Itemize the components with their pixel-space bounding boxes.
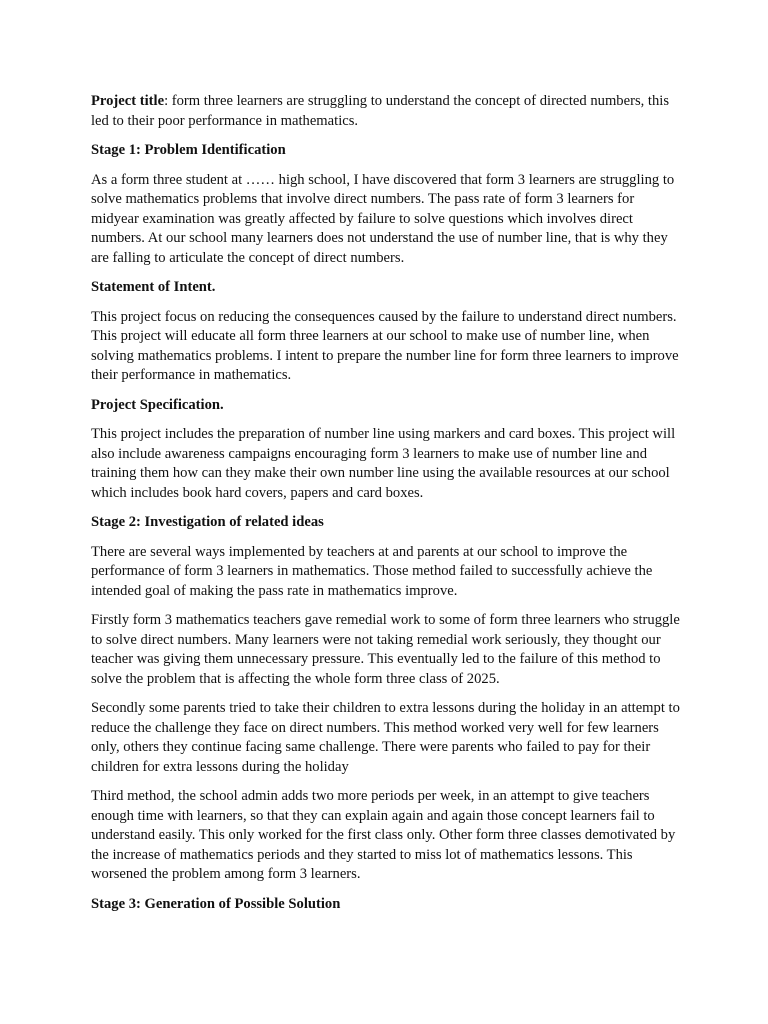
project-title-paragraph	[91, 92, 681, 131]
stage1-paragraph: As a form three student at …… high school, I have discovered that form 3 learners are struggling to solve mathematics problems that involve direct numbers. The pass rate of form 3 learners for midyear examination was greatly affected by failure to solve questions which involves direct numbers. At our school many learners does not understand the use of number line, that is why they are falling to articulate the concept of direct numbers.	[91, 171, 675, 266]
stage2-paragraph: Third method, the school admin adds two more periods per week, in an attempt to give teachers enough time with learners, so that they can explain again and again those concept learners fail to understand easily. This only worked for the first class only. Other form three classes demotivated by the increase of mathematics periods and they started to miss lot of mathematics lessons. This worsened the problem among form 3 learners.	[91, 788, 676, 882]
document-page	[91, 92, 681, 924]
specification-paragraph: This project includes the preparation of number line using markers and card boxes. This project will also include awareness campaigns encouraging form 3 learners to make use of number line and training them how can they make their own number line using the available resources at our school which includes book hard covers, papers and card boxes.	[91, 426, 676, 501]
stage3-heading: Stage 3: Generation of Possible Solution	[91, 895, 341, 912]
project-title-label: Project title	[91, 93, 165, 109]
stage2-paragraph: Firstly form 3 mathematics teachers gave remedial work to some of form three learners who struggle to solve direct numbers. Many learners were not taking remedial work seriously, they thought our teacher was giving them unnecessary pressure. This eventually led to the failure of this method to solve the problem that is affecting the whole form three class of 2025.	[91, 612, 680, 687]
stage2-paragraph: There are several ways implemented by teachers at and parents at our school to improve the performance of form 3 learners in mathematics. Those method failed to successfully achieve the intended goal of making the pass rate in mathematics improve.	[91, 543, 653, 599]
stage1-heading: Stage 1: Problem Identification	[91, 142, 286, 158]
intent-paragraph: This project focus on reducing the consequences caused by the failure to understand direct numbers. This project will educate all form three learners at our school to make use of number line, when solving mathematics problems. I intent to prepare the number line for form three learners to improve their performance in mathematics.	[91, 308, 679, 383]
stage2-paragraph: Secondly some parents tried to take their children to extra lessons during the holiday in an attempt to reduce the challenge they face on direct numbers. This method worked very well for few learners only, others they continue facing same challenge. There were parents who failed to pay for their children for extra lessons during the holiday	[91, 700, 680, 775]
stage2-heading: Stage 2: Investigation of related ideas	[91, 514, 324, 530]
project-title-text: : form three learners are struggling to understand the concept of directed numbers, this led to their poor performance in mathematics.	[91, 93, 670, 129]
intent-heading: Statement of Intent.	[91, 279, 216, 295]
specification-heading: Project Specification.	[91, 396, 224, 413]
